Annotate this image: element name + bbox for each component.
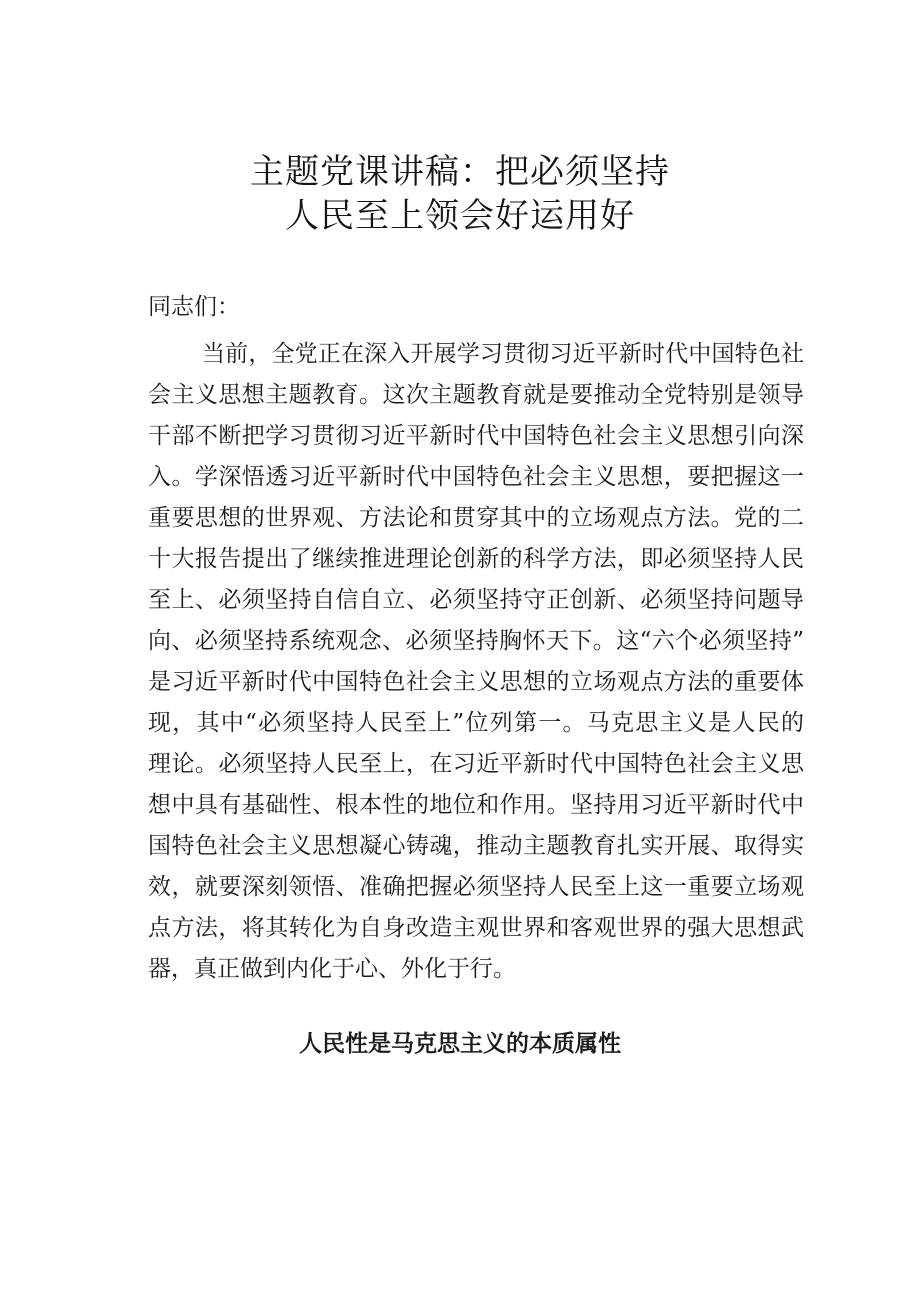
paragraph-line: 是习近平新时代中国特色社会主义思想的立场观点方法的重要体	[148, 669, 804, 695]
paragraph-line: 干部不断把学习贯彻习近平新时代中国特色社会主义思想引向深	[148, 423, 804, 449]
paragraph-line: 向、必须坚持系统观念、必须坚持胸怀天下。这“六个必须坚持”	[148, 628, 804, 654]
paragraph-line: 入。学深悟透习近平新时代中国特色社会主义思想，要把握这一	[148, 464, 804, 490]
paragraph-line: 想中具有基础性、根本性的地位和作用。坚持用习近平新时代中	[148, 792, 804, 818]
paragraph-line: 至上、必须坚持自信自立、必须坚持守正创新、必须坚持问题导	[148, 587, 804, 613]
paragraph-line: 十大报告提出了继续推进理论创新的科学方法，即必须坚持人民	[148, 546, 804, 572]
document-title	[0, 150, 920, 238]
paragraph-line: 器，真正做到内化于心、外化于行。	[148, 956, 516, 982]
paragraph-line: 当前，全党正在深入开展学习贯彻习近平新时代中国特色社	[202, 341, 804, 367]
paragraph-line: 现，其中“必须坚持人民至上”位列第一。马克思主义是人民的	[148, 710, 804, 736]
section-heading: 人民性是马克思主义的本质属性	[299, 1031, 621, 1057]
title-line: 人民至上领会好运用好	[285, 196, 635, 236]
paragraph-line: 重要思想的世界观、方法论和贯穿其中的立场观点方法。党的二	[148, 505, 804, 531]
paragraph-line: 国特色社会主义思想凝心铸魂，推动主题教育扎实开展、取得实	[148, 833, 804, 859]
title-line: 主题党课讲稿：把必须坚持	[250, 152, 670, 192]
paragraph-line: 理论。必须坚持人民至上，在习近平新时代中国特色社会主义思	[148, 751, 804, 777]
paragraph-line: 会主义思想主题教育。这次主题教育就是要推动全党特别是领导	[148, 382, 804, 408]
paragraph-line: 点方法，将其转化为自身改造主观世界和客观世界的强大思想武	[148, 915, 804, 941]
paragraph-line: 效，就要深刻领悟、准确把握必须坚持人民至上这一重要立场观	[148, 874, 804, 900]
body-paragraph	[148, 334, 804, 990]
salutation: 同志们：	[148, 294, 240, 320]
